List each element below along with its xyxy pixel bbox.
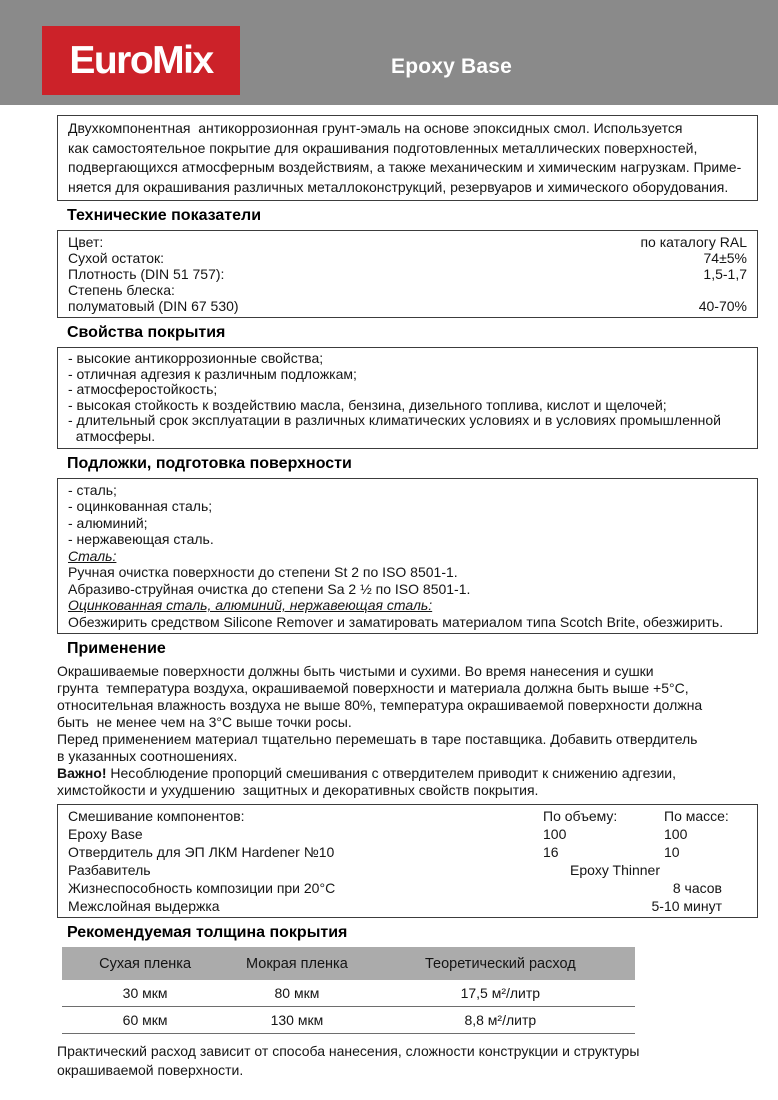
mixing-box — [57, 804, 758, 918]
thickness-table — [62, 947, 635, 1034]
important-label: Важно! — [57, 765, 107, 782]
technical-heading: Технические показатели — [67, 207, 262, 224]
substrate-item: - нержавеющая сталь. — [68, 531, 214, 548]
application-line: Окрашиваемые поверхности должны быть чистыми и сухими. Во время нанесения и сушки — [57, 663, 654, 680]
tech-row — [68, 234, 747, 250]
tech-value: по каталогу RAL — [640, 234, 747, 250]
thinner-row — [68, 861, 747, 879]
application-important-line — [57, 765, 758, 782]
tech-value: 40-70% — [698, 298, 747, 314]
potlife-value: 8 часов — [672, 880, 722, 897]
application-line: Перед применением материал тщательно перемешать в таре поставщика. Добавить отвердитель — [57, 731, 698, 748]
property-item: - высокая стойкость к воздействию масла, бензина, дизельного топлива, кислот и щелочей; — [68, 396, 667, 413]
steel-prep-line: Абразиво-струйная очистка до степени Sa 2 ½ по ISO 8501-1. — [68, 580, 471, 597]
tech-label: Плотность (DIN 51 757): — [68, 266, 225, 282]
thinner-value: Epoxy Thinner — [569, 862, 660, 879]
mixing-label: Смешивание компонентов: — [68, 808, 245, 825]
dry-film-value: 60 мкм — [122, 1012, 168, 1029]
table-row — [62, 1007, 635, 1034]
note-line: Практический расход зависит от способа нанесения, сложности конструкции и структуры — [57, 1043, 640, 1060]
substrate-item: - сталь; — [68, 481, 117, 498]
application-line: быть не менее чем на 3°С выше точки росы. — [57, 714, 352, 731]
substrates-heading: Подложки, подготовка поверхности — [67, 454, 352, 472]
column-header-wet-film: Мокрая пленка — [246, 955, 348, 972]
other-metals-subheading: Оцинкованная сталь, алюминий, нержавеющая сталь: — [68, 597, 433, 614]
thinner-label: Разбавитель — [68, 862, 151, 879]
tech-value: 74±5% — [703, 250, 747, 266]
column-header-coverage: Теоретический расход — [424, 955, 576, 972]
product-title: Epoxy Base — [391, 55, 513, 78]
property-item: - отличная адгезия к различным подложкам; — [68, 365, 357, 382]
euromix-logo — [42, 26, 240, 95]
property-item: - высокие антикоррозионные свойства; — [68, 350, 324, 366]
component-volume: 16 — [543, 844, 559, 861]
substrates-box — [57, 478, 758, 635]
mixing-header-row — [68, 807, 747, 825]
tech-value: 1,5-1,7 — [703, 266, 747, 282]
component-mass: 10 — [664, 844, 680, 861]
intro-line: Двухкомпонентная антикоррозионная грунт-эмаль на основе эпоксидных смол. Используется — [68, 120, 683, 136]
wet-film-value: 130 мкм — [270, 1012, 324, 1029]
intro-line: как самостоятельное покрытие для окрашивания подготовленных металлических поверхностей, — [68, 139, 698, 156]
tech-label: Цвет: — [68, 234, 104, 250]
application-line: относительная влажность воздуха не выше 80%, температура окрашиваемой поверхности должна — [57, 697, 703, 714]
mixing-row — [68, 843, 747, 861]
property-item: атмосферы. — [68, 427, 156, 444]
component-name: Отвердитель для ЭП ЛКМ Hardener №10 — [68, 844, 335, 861]
substrate-item: - оцинкованная сталь; — [68, 498, 213, 515]
datasheet-content — [57, 115, 758, 1080]
coverage-value: 17,5 м²/литр — [460, 985, 541, 1002]
tech-label: полуматовый (DIN 67 530) — [68, 298, 239, 314]
coverage-value: 8,8 м²/литр — [464, 1012, 537, 1029]
property-item: - атмосферостойкость; — [68, 381, 218, 398]
potlife-label: Жизнеспособность композиции при 20°С — [68, 880, 336, 897]
tech-row — [68, 250, 747, 266]
other-metals-prep-line: Обезжирить средством Silicone Remover и заматировать материалом типа Scotch Brite, обезжирить. — [68, 613, 724, 630]
property-item: - длительный срок эксплуатации в различных климатических условиях и в условиях промышленной — [68, 412, 721, 429]
mixing-volume-header: По объему: — [543, 808, 618, 825]
mixing-row — [68, 825, 747, 843]
potlife-row — [68, 879, 747, 897]
intro-box — [57, 115, 758, 201]
page-header — [0, 0, 778, 105]
note-line: окрашиваемой поверхности. — [57, 1062, 244, 1079]
mixing-mass-header: По массе: — [664, 808, 729, 825]
application-line: химстойкости и ухудшению защитных и декоративных свойств покрытия. — [57, 782, 539, 799]
table-row — [62, 980, 635, 1007]
steel-prep-line: Ручная очистка поверхности до степени St 2 по ISO 8501-1. — [68, 564, 458, 581]
recoat-value: 5-10 минут — [651, 898, 722, 915]
dry-film-value: 30 мкм — [122, 985, 168, 1002]
technical-box — [57, 230, 758, 318]
component-volume: 100 — [543, 826, 567, 843]
intro-line: подвергающихся атмосферным воздействиям, а также механическим и химическим нагрузкам. Приме- — [68, 159, 742, 175]
application-line: грунта температура воздуха, окрашиваемой поверхности и материала должна быть выше +5°С, — [57, 680, 689, 697]
tech-row — [68, 266, 747, 282]
wet-film-value: 80 мкм — [274, 985, 320, 1002]
component-mass: 100 — [664, 826, 688, 843]
tech-label: Сухой остаток: — [68, 250, 165, 266]
application-heading: Применение — [67, 640, 166, 658]
properties-box — [57, 347, 758, 449]
recoat-row — [68, 897, 747, 915]
practical-consumption-note — [57, 1042, 758, 1080]
substrate-item: - алюминий; — [68, 514, 148, 531]
euromix-logo-text: EuroMix — [69, 38, 213, 82]
tech-row — [68, 298, 747, 314]
tech-row — [68, 282, 747, 298]
thickness-heading: Рекомендуемая толщина покрытия — [67, 924, 348, 942]
column-header-dry-film: Сухая пленка — [99, 955, 192, 972]
intro-line: няется для окрашивания различных металлоконструкций, резервуаров и химического оборудования. — [68, 178, 729, 195]
important-text: Несоблюдение пропорций смешивания с отвердителем приводит к снижению адгезии, — [106, 765, 676, 782]
application-line: в указанных соотношениях. — [57, 748, 238, 765]
thickness-table-header — [62, 947, 635, 980]
steel-subheading: Сталь: — [68, 547, 117, 564]
recoat-label: Межслойная выдержка — [68, 898, 220, 915]
application-text — [57, 663, 758, 799]
properties-heading: Свойства покрытия — [67, 324, 226, 341]
component-name: Epoxy Base — [68, 826, 143, 843]
tech-label: Степень блеска: — [68, 282, 175, 298]
